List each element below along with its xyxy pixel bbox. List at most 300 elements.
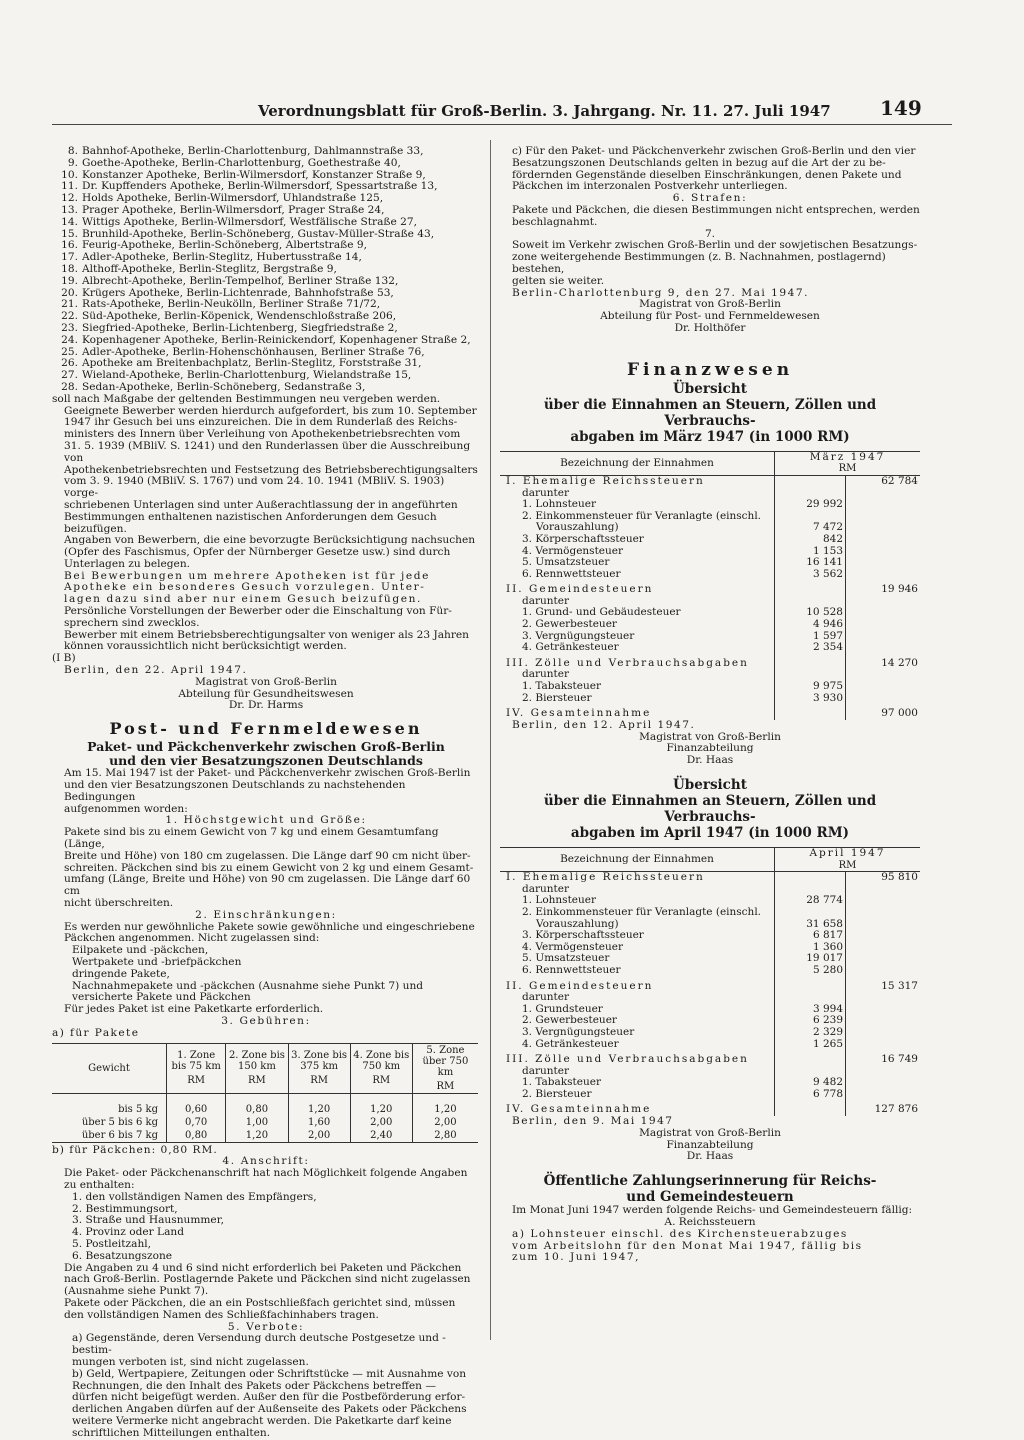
pharmacy-text: Feurig-Apotheke, Berlin-Schöneberg, Albertstraße 9, <box>82 239 367 252</box>
revenue-table-header <box>500 451 920 475</box>
revenue-value <box>775 708 846 720</box>
revenue-total: 15 317 <box>846 981 921 993</box>
revenue-total <box>846 965 921 977</box>
revenue-label-header: Bezeichnung der Einnahmen <box>500 848 775 872</box>
revenue-label: 4. Vermögensteuer <box>522 544 624 557</box>
revenue-value <box>775 872 846 884</box>
fee-cell: über 5 bis 6 kg <box>81 1116 158 1128</box>
list-item: derlichen Angaben dürfen auf der Außenseite des Pakets oder Päckchens <box>72 1403 467 1416</box>
revenue-label: darunter <box>522 594 569 607</box>
revenue-label: 4. Getränkesteuer <box>522 1037 619 1050</box>
revenue-label: 2. Biersteuer <box>522 691 592 704</box>
pharmacy-number: 19. <box>61 274 78 287</box>
pharmacy-number: 18. <box>61 262 78 275</box>
text-line: Unterlagen zu belegen. <box>64 557 191 570</box>
revenue-total <box>846 522 921 534</box>
post-heading: Post- und Fernmeldewesen <box>109 719 423 739</box>
list-item: b) Geld, Wertpapiere, Zeitungen oder Schriftstücke — mit Ausnahme von <box>72 1367 467 1380</box>
revenue-label: I. Ehemalige Reichssteuern <box>506 871 705 884</box>
pharmacy-number: 24. <box>61 333 78 346</box>
signature-line: Dr. Haas <box>686 754 734 767</box>
revenue-table-header <box>500 848 920 872</box>
revenue-label: 1. Lohnsteuer <box>522 498 596 511</box>
text-line: und den vier Besatzungszonen Deutschlands zu nachstehenden Bedingungen <box>64 779 406 803</box>
revenue-table-march-body <box>500 451 920 720</box>
fee-column-label: Gewicht <box>88 1062 130 1074</box>
revenue-month-header <box>775 848 921 872</box>
text-line: c) Für den Paket- und Päckchenverkehr zwischen Groß-Berlin und den vier <box>512 145 916 157</box>
section-4-title: 4. Anschrift: <box>222 1155 310 1168</box>
fee-column-header <box>288 1043 350 1093</box>
fee-cell: 1,20 <box>288 1093 350 1116</box>
signature-line: Dr. Holthöfer <box>674 321 746 334</box>
revenue-table-march <box>500 451 920 720</box>
text-line: Pakete oder Päckchen, die an ein Postschließfach gerichtet sind, müssen <box>64 1296 456 1309</box>
signature-line: Dr. Dr. Harms <box>228 699 304 712</box>
revenue-label: II. Gemeindesteuern <box>506 583 654 596</box>
signature-health <box>52 677 480 712</box>
revenue-row <box>500 992 920 1004</box>
multiple-applications-paragraph <box>52 571 480 606</box>
revenue-value: 29 992 <box>775 499 846 511</box>
pharmacy-number: 9. <box>67 156 78 169</box>
list-item: dürfen nicht beigefügt werden. Außer den für die Postbeförderung erfor- <box>72 1391 466 1404</box>
revenue-row <box>500 499 920 511</box>
text-line: Persönliche Vorstellungen der Bewerber oder die Einschaltung von Für- <box>64 605 452 618</box>
pharmacy-item <box>52 335 480 347</box>
pharmacy-text: Dr. Kupffenders Apotheke, Berlin-Wilmersdorf, Spessartstraße 13, <box>82 180 438 193</box>
revenue-total: 19 946 <box>846 584 921 596</box>
list-item: Nachnahmepakete und -päckchen (Ausnahme siehe Punkt 7) und <box>72 979 424 992</box>
revenue-label: 2. Einkommensteuer für Veranlagte (einschl. <box>522 905 762 918</box>
revenue-value <box>775 1054 846 1066</box>
text-line: Soweit im Verkehr zwischen Groß-Berlin und der sowjetischen Besatzungs- <box>512 239 918 252</box>
age-limit-paragraph <box>52 630 480 654</box>
revenue-label: 1. Tabaksteuer <box>522 1076 601 1089</box>
signature-finance-2 <box>500 1128 920 1163</box>
text-line: Die Angaben zu 4 und 6 sind nicht erforderlich bei Paketen und Päckchen <box>64 1261 462 1274</box>
revenue-value <box>775 584 846 596</box>
section-4-text <box>52 1168 480 1192</box>
fee-unit: RM <box>248 1075 266 1087</box>
revenue-total: 14 270 <box>846 658 921 670</box>
list-item: versicherte Pakete und Päckchen <box>72 991 251 1004</box>
revenue-label: III. Zölle und Verbrauchsabgaben <box>506 656 749 669</box>
revenue-total <box>846 557 921 569</box>
revenue-label: 1. Tabaksteuer <box>522 680 601 693</box>
revenue-value <box>775 658 846 670</box>
pharmacy-text: Wittigs Apotheke, Berlin-Wilmersdorf, Westfälische Straße 27, <box>82 215 417 228</box>
revenue-total <box>846 1004 921 1016</box>
signature-line: Magistrat von Groß-Berlin <box>639 298 781 311</box>
pharmacy-number: 22. <box>61 310 78 323</box>
revenue-total: 97 000 <box>846 708 921 720</box>
list-item: a) Gegenstände, deren Versendung durch deutsche Postgesetze und -bestim- <box>72 1332 446 1357</box>
revenue-total <box>846 1039 921 1051</box>
pharmacy-number: 13. <box>61 203 78 216</box>
fee-column-label: 2. Zone bis 150 km <box>228 1050 285 1073</box>
date-health: Berlin, den 22. April 1947. <box>64 664 248 677</box>
wage-tax-reminder <box>500 1229 920 1264</box>
revenue-label: I. Ehemalige Reichssteuern <box>506 474 705 487</box>
revenue-row <box>500 534 920 546</box>
revenue-total <box>846 1027 921 1039</box>
section-3-title: 3. Gebühren: <box>221 1014 311 1027</box>
revenue-row <box>500 1039 920 1051</box>
revenue-total <box>846 1066 921 1078</box>
pharmacy-number: 25. <box>61 345 78 358</box>
revenue-row <box>500 693 920 705</box>
pharmacy-text: Rats-Apotheke, Berlin-Neukölln, Berliner Straße 71/72, <box>82 298 381 311</box>
fee-table-body <box>52 1093 478 1142</box>
signature-line: Abteilung für Post- und Fernmeldewesen <box>600 310 820 323</box>
pharmacy-text: Sedan-Apotheke, Berlin-Schöneberg, Sedanstraße 3, <box>82 380 366 393</box>
revenue-row <box>500 569 920 581</box>
text-line: nicht überschreiten. <box>64 897 174 910</box>
fee-column-header <box>226 1043 288 1093</box>
signature-post <box>500 299 920 334</box>
pharmacy-text: Brunhild-Apotheke, Berlin-Schöneberg, Gustav-Müller-Straße 43, <box>82 227 435 240</box>
pharmacy-number: 21. <box>61 298 78 311</box>
revenue-label: darunter <box>522 1064 569 1077</box>
text-line: sprechern sind zwecklos. <box>64 616 200 629</box>
fee-cell: 1,60 <box>288 1116 350 1129</box>
revenue-label: IV. Gesamteinnahme <box>506 1103 652 1116</box>
revenue-value <box>775 475 846 487</box>
revenue-total: 127 876 <box>846 1104 921 1116</box>
revenue-row <box>500 1027 920 1039</box>
revenue-total: 95 810 <box>846 872 921 884</box>
revenue-value: 19 017 <box>775 953 846 965</box>
pharmacy-item <box>52 264 480 276</box>
text-line: (Ausnahme siehe Punkt 7). <box>64 1285 209 1298</box>
page-header-title: Verordnungsblatt für Groß-Berlin. 3. Jahrgang. Nr. 11. 27. Juli 1947 <box>258 102 831 120</box>
right-column <box>500 146 920 1264</box>
revenue-label: 5. Umsatzsteuer <box>522 556 610 569</box>
fee-cell: 2,00 <box>288 1129 350 1143</box>
revenue-row <box>500 930 920 942</box>
signature-line: Magistrat von Groß-Berlin <box>639 1126 781 1139</box>
pharmacy-number: 10. <box>61 168 78 181</box>
text-line: beschlagnahmt. <box>512 215 598 228</box>
revenue-value: 1 265 <box>775 1039 846 1051</box>
pharmacy-text: Albrecht-Apotheke, Berlin-Tempelhof, Berliner Straße 132, <box>82 274 399 287</box>
text-line: aufgenommen worden: <box>64 802 188 815</box>
fee-column-header <box>412 1043 478 1093</box>
pharmacy-text: Bahnhof-Apotheke, Berlin-Charlottenburg, Dahlmannstraße 33, <box>82 145 424 157</box>
title-line: abgaben im März 1947 (in 1000 RM) <box>570 428 850 445</box>
revenue-label: 6. Rennwettsteuer <box>522 567 621 580</box>
signature-line: Finanzabteilung <box>666 1138 754 1151</box>
payment-reminder-intro: Im Monat Juni 1947 werden folgende Reichs- und Gemeindesteuern fällig: <box>512 1204 913 1217</box>
revenue-row <box>500 1054 920 1066</box>
text-line: Besatzungszonen Deutschlands gelten in bezug auf die Art der zu be- <box>512 156 886 169</box>
post-subheading <box>52 740 480 768</box>
pharmacy-text: Süd-Apotheke, Berlin-Köpenick, Wendenschloßstraße 206, <box>82 310 397 323</box>
fee-unit: RM <box>372 1075 391 1087</box>
section-2-title: 2. Einschränkungen: <box>195 908 337 921</box>
pharmacy-number: 28. <box>61 380 78 393</box>
table-2-title <box>500 777 920 841</box>
text-line: zone weitergehende Bestimmungen (z. B. Nachnahmen, postlagernd) bestehen, <box>512 251 886 275</box>
text-line: zum 10. Juni 1947, <box>512 1251 641 1264</box>
text-line: fördernden Gegenstände dieselben Einschränkungen, denen Pakete und <box>512 168 902 181</box>
revenue-label: darunter <box>522 486 569 499</box>
revenue-value: 6 817 <box>775 930 846 942</box>
fee-cell: 1,20 <box>350 1093 412 1116</box>
revenue-total <box>846 488 921 500</box>
text-line: Päckchen angenommen. Nicht zugelassen sind: <box>64 932 320 945</box>
fee-column-label: 3. Zone bis 375 km <box>291 1050 348 1073</box>
pharmacy-number: 16. <box>61 239 78 252</box>
fee-row <box>52 1129 478 1143</box>
revenue-row <box>500 965 920 977</box>
pharmacy-number: 26. <box>61 357 78 370</box>
section-2-footer: Für jedes Paket ist eine Paketkarte erforderlich. <box>64 1003 324 1016</box>
text-line: Bestimmungen enthaltenen nazistischen Anforderungen dem Gesuch beizufügen. <box>64 510 437 535</box>
text-line: können voraussichtlich nicht berücksichtigt werden. <box>64 640 347 653</box>
date-post: Berlin-Charlottenburg 9, den 27. Mai 1947. <box>512 286 809 299</box>
revenue-total <box>846 1015 921 1027</box>
revenue-label: 6. Rennwettsteuer <box>522 963 621 976</box>
revenue-row <box>500 872 920 884</box>
revenue-value: 1 153 <box>775 546 846 558</box>
revenue-total <box>846 930 921 942</box>
revenue-value: 1 597 <box>775 631 846 643</box>
list-item: Rechnungen, die den Inhalt des Pakets oder Päckchens betreffen — <box>72 1379 436 1392</box>
section-4-note-2 <box>52 1298 480 1322</box>
pharmacy-text: Prager Apotheke, Berlin-Wilmersdorf, Prager Straße 24, <box>82 203 385 216</box>
revenue-row <box>500 642 920 654</box>
fee-column-label: 1. Zone bis 75 km <box>171 1050 221 1073</box>
revenue-total <box>846 511 921 523</box>
fee-cell: 2,00 <box>412 1116 478 1129</box>
revenue-row <box>500 619 920 631</box>
section-7-text <box>500 240 920 287</box>
text-line: Apotheke ein besonderes Gesuch vorzulegen. Unter- <box>64 581 426 594</box>
revenue-label: 2. Einkommensteuer für Veranlagte (einschl. <box>522 509 762 522</box>
finance-heading: Finanzwesen <box>626 359 794 380</box>
revenue-total <box>846 546 921 558</box>
revenue-value: 10 528 <box>775 607 846 619</box>
text-line: Es werden nur gewöhnliche Pakete sowie gewöhnliche und eingeschriebene <box>64 920 475 933</box>
fee-column-header <box>52 1043 167 1093</box>
revenue-table-april-body <box>500 848 920 1117</box>
pharmacy-item <box>52 205 480 217</box>
section-1-text <box>52 827 480 910</box>
subheading-line: Paket- und Päckchenverkehr zwischen Groß-Berlin <box>87 739 445 755</box>
revenue-row <box>500 907 920 919</box>
revenue-label: Vorauszahlung) <box>536 917 619 930</box>
section-2-list <box>52 945 480 1004</box>
fee-row <box>52 1116 478 1129</box>
list-item: Wertpakete und -briefpäckchen <box>72 956 242 968</box>
fee-cell: 1,00 <box>226 1116 288 1129</box>
revenue-total <box>846 919 921 931</box>
text-line: Bei Bewerbungen um mehrere Apotheken ist für jede <box>64 569 431 582</box>
revenue-month: März 1947 <box>809 450 886 463</box>
signature-line: Abteilung für Gesundheitswesen <box>178 687 354 700</box>
fees-small-packets: b) für Päckchen: 0,80 RM. <box>52 1143 218 1156</box>
revenue-label: darunter <box>522 882 569 895</box>
revenue-unit: RM <box>838 859 857 871</box>
table-1-title <box>500 381 920 445</box>
pharmacy-item <box>52 158 480 170</box>
revenue-total <box>846 884 921 896</box>
prohibitions-list <box>52 1333 480 1439</box>
revenue-label: 1. Grundsteuer <box>522 1002 603 1015</box>
revenue-value <box>775 1104 846 1116</box>
revenue-value: 31 658 <box>775 919 846 931</box>
text-line: ministers des Innern über Verleihung von Apothekenbetriebsrechten vom <box>64 428 461 441</box>
fees-parcels-label: a) für Pakete <box>52 1026 140 1039</box>
list-item: 6. Besatzungszone <box>72 1249 173 1262</box>
fee-cell: 0,80 <box>226 1093 288 1116</box>
revenue-value: 4 946 <box>775 619 846 631</box>
text-line: schreiten. Päckchen sind bis zu einem Gewicht von 2 kg und einem Gesamt- <box>64 861 474 874</box>
pharmacy-list <box>52 146 480 394</box>
column-divider <box>490 140 491 1340</box>
signature-line: Finanzabteilung <box>666 742 754 755</box>
revenue-total: 16 749 <box>846 1054 921 1066</box>
revenue-total <box>846 596 921 608</box>
pharmacy-text: Siegfried-Apotheke, Berlin-Lichtenberg, Siegfriedstraße 2, <box>82 321 398 334</box>
revenue-value <box>775 981 846 993</box>
pharmacy-number: 8. <box>67 145 78 157</box>
list-item: 4. Provinz oder Land <box>72 1226 185 1239</box>
revenue-label: 3. Körperschaftssteuer <box>522 532 644 545</box>
revenue-label: darunter <box>522 991 569 1004</box>
pharmacy-text: Goethe-Apotheke, Berlin-Charlottenburg, Goethestraße 40, <box>82 156 401 169</box>
revenue-value: 3 562 <box>775 569 846 581</box>
title-line: Öffentliche Zahlungserinnerung für Reichs- <box>543 1173 877 1190</box>
list-item: mungen verboten ist, sind nicht zugelassen. <box>72 1355 309 1368</box>
revenue-row <box>500 681 920 693</box>
title-line: Übersicht <box>673 777 747 793</box>
revenue-value: 7 472 <box>775 522 846 534</box>
revenue-label: II. Gemeindesteuern <box>506 979 654 992</box>
list-item: weitere Vermerke nicht angebracht werden. Die Paketkarte darf keine <box>72 1414 452 1427</box>
revenue-value <box>775 907 846 919</box>
text-line: den vollständigen Namen des Schließfachinhabers tragen. <box>64 1308 379 1321</box>
text-line: (Opfer des Faschismus, Opfer der Nürnberger Gesetze usw.) sind durch <box>64 546 451 559</box>
fee-row <box>52 1093 478 1116</box>
revenue-value: 1 360 <box>775 942 846 954</box>
revenue-value: 9 975 <box>775 681 846 693</box>
revenue-value: 3 994 <box>775 1004 846 1016</box>
title-line: über die Einnahmen an Steuern, Zöllen und Verbrauchs- <box>543 396 877 429</box>
title-line: über die Einnahmen an Steuern, Zöllen und Verbrauchs- <box>543 793 877 825</box>
payment-reminder-title <box>500 1173 920 1205</box>
pharmacy-text: Wieland-Apotheke, Berlin-Charlottenburg, Wielandstraße 15, <box>82 369 412 382</box>
text-line: nach Groß-Berlin. Postlagernde Pakete und Päckchen sind nicht zugelassen <box>64 1273 471 1286</box>
fee-unit: RM <box>187 1075 206 1087</box>
section-2-text <box>52 922 480 946</box>
revenue-label: 2. Gewerbesteuer <box>522 1014 617 1027</box>
page-header <box>248 96 948 122</box>
personal-visits-paragraph <box>52 606 480 630</box>
revenue-total <box>846 1089 921 1101</box>
text-line: lagen dazu sind aber nur einem Gesuch beizufügen. <box>64 593 422 606</box>
fee-cell: über 6 bis 7 kg <box>81 1129 158 1141</box>
list-item: 5. Postleitzahl, <box>72 1237 152 1250</box>
pharmacy-text: Adler-Apotheke, Berlin-Hohenschönhausen, Berliner Straße 76, <box>82 345 425 358</box>
pharmacy-item <box>52 217 480 229</box>
revenue-value: 3 930 <box>775 693 846 705</box>
revenue-value: 842 <box>775 534 846 546</box>
pharmacy-number: 14. <box>61 215 78 228</box>
title-line: abgaben im April 1947 (in 1000 RM) <box>570 825 850 841</box>
post-intro <box>52 768 480 815</box>
text-line: Am 15. Mai 1947 ist der Paket- und Päckchenverkehr zwischen Groß-Berlin <box>64 767 471 780</box>
date-march: Berlin, den 12. April 1947. <box>512 718 696 731</box>
fee-cell: 0,80 <box>167 1129 226 1143</box>
text-line: schriebenen Unterlagen sind unter Außerachtlassung der in angeführten <box>64 498 458 511</box>
fee-cell: 1,20 <box>412 1093 478 1116</box>
text-line: zu enthalten: <box>64 1178 135 1191</box>
reich-taxes-heading: A. Reichssteuern <box>664 1216 756 1229</box>
text-line: 1947 ihr Gesuch bei uns einzureichen. Die in dem Runderlaß des Reichs- <box>64 416 458 429</box>
list-item: dringende Pakete, <box>72 967 170 980</box>
revenue-month-header <box>775 451 921 475</box>
revenue-value: 16 141 <box>775 557 846 569</box>
revenue-label: darunter <box>522 668 569 681</box>
revenue-total <box>846 992 921 1004</box>
text-line: Pakete sind bis zu einem Gewicht von 7 kg und einem Gesamtumfang (Länge, <box>64 826 439 851</box>
revenue-label: 3. Körperschaftssteuer <box>522 929 644 942</box>
pharmacy-text: Krügers Apotheke, Berlin-Lichtenrade, Bahnhofstraße 53, <box>82 286 394 299</box>
section-1-title: 1. Höchstgewicht und Größe: <box>165 814 367 827</box>
fee-column-label: 5. Zone über 750 km <box>422 1044 469 1078</box>
pharmacy-text: Adler-Apotheke, Berlin-Steglitz, Hubertusstraße 14, <box>82 251 362 264</box>
signature-line: Magistrat von Groß-Berlin <box>639 730 781 743</box>
revenue-total <box>846 607 921 619</box>
revenue-label: III. Zölle und Verbrauchsabgaben <box>506 1053 749 1066</box>
pharmacy-list-footer: soll nach Maßgabe der geltenden Bestimmungen neu vergeben werden. <box>52 392 441 405</box>
revenue-label: 3. Vergnügungsteuer <box>522 629 635 642</box>
text-line: Die Paket- oder Päckchenanschrift hat nach Möglichkeit folgende Angaben <box>64 1167 468 1180</box>
revenue-value <box>775 992 846 1004</box>
list-item: schriftlichen Mitteilungen enthalten. <box>72 1426 271 1439</box>
list-item: 2. Bestimmungsort, <box>72 1202 178 1215</box>
text-line: umfang (Länge, Breite und Höhe) von 90 cm zugelassen. Die Länge darf 60 cm <box>64 873 471 898</box>
pharmacy-text: Konstanzer Apotheke, Berlin-Wilmersdorf, Konstanzer Straße 9, <box>82 168 426 181</box>
section-4-note <box>52 1263 480 1298</box>
title-line: Übersicht <box>673 380 747 397</box>
revenue-label-header: Bezeichnung der Einnahmen <box>500 451 775 475</box>
pharmacy-text: Holds Apotheke, Berlin-Wilmersdorf, Uhlandstraße 125, <box>82 192 384 205</box>
pharmacy-item <box>52 276 480 288</box>
revenue-label: 4. Getränkesteuer <box>522 641 619 654</box>
subheading-line: und den vier Besatzungszonen Deutschlands <box>109 753 423 769</box>
pharmacy-number: 17. <box>61 251 78 264</box>
signature-line: Dr. Haas <box>686 1150 734 1163</box>
text-line: Breite und Höhe) von 180 cm zugelassen. Die Länge darf 90 cm nicht über- <box>64 849 471 862</box>
fee-cell: 0,60 <box>167 1093 226 1116</box>
address-list <box>52 1192 480 1263</box>
pharmacy-number: 23. <box>61 321 78 334</box>
prohibition-c-text <box>500 146 920 193</box>
header-rule <box>52 124 952 125</box>
revenue-label: Vorauszahlung) <box>536 521 619 534</box>
text-line: Apothekenbetriebsrechten und Festsetzung des Betriebsberechtigungsalters <box>64 463 478 476</box>
text-line: Päckchen im interzonalen Postverkehr unterliegen. <box>512 180 788 193</box>
revenue-total <box>846 953 921 965</box>
revenue-value: 2 329 <box>775 1027 846 1039</box>
page-number: 149 <box>880 96 922 120</box>
revenue-total <box>846 642 921 654</box>
fee-table-header <box>52 1043 478 1093</box>
